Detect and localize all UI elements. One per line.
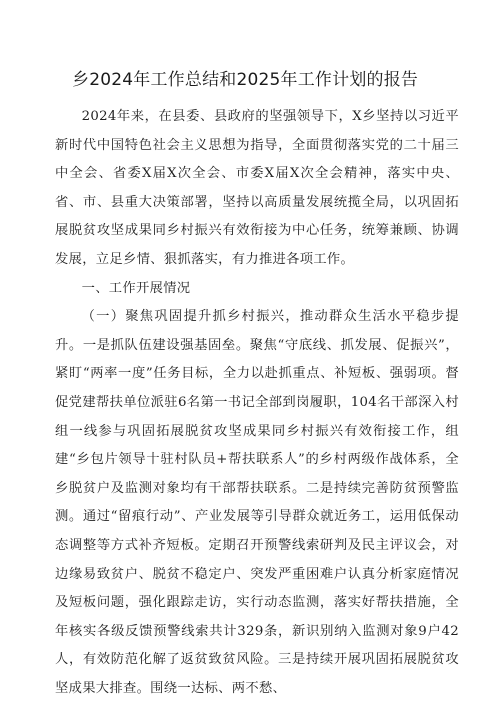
intro-paragraph: 2024年来，在县委、县政府的坚强领导下，X乡坚持以习近平新时代中国特色社会主义思想为指导，全面贯彻落实党的二十届三中全会、省委X届X次全会、市委X届X次全会精神，落实中央、省、市、县重大决策部署，坚持以高质量发展统揽全局，以巩固拓展脱贫攻坚成果同乡村振兴有效衔接为中心任务，统筹兼顾、协调发展，立足乡情、狠抓落实，有力推进各项工作。 <box>55 109 459 267</box>
document-body <box>55 103 459 703</box>
document-title: 乡2024年工作总结和2025年工作计划的报告 <box>72 70 419 90</box>
section-paragraph: （一）聚焦巩固提升抓乡村振兴，推动群众生活水平稳步提升。一是抓队伍建设强基固垒。聚焦“守底线、抓发展、促振兴”，紧盯“两率一度”任务目标，全力以赴抓重点、补短板、强弱项。督促党建帮扶单位派驻6名第一书记全部到岗履职，104名干部深入村组一线参与巩固拓展脱贫攻坚成果同乡村振兴有效衔接工作，组建“乡包片领导十驻村队员+帮扶联系人”的乡村两级作战体系，全乡脱贫户及监测对象均有干部帮扶联系。二是持续完善防贫预警监测。通过“留痕行动”、产业发展等引导群众就近务工，运用低保动态调整等方式补齐短板。定期召开预警线索研判及民主评议会，对边缘易致贫户、脱贫不稳定户、突发严重困难户认真分析家庭情况及短板问题，强化跟踪走访，实行动态监测，落实好帮扶措施，全年核实各级反馈预警线索共计329条，新识别纳入监测对象9户42人，有效防范化解了返贫致贫风险。三是持续开展巩固拓展脱贫攻坚成果大排查。围绕一达标、两不愁、 <box>55 309 459 696</box>
section-heading: 一、工作开展情况 <box>81 280 191 296</box>
